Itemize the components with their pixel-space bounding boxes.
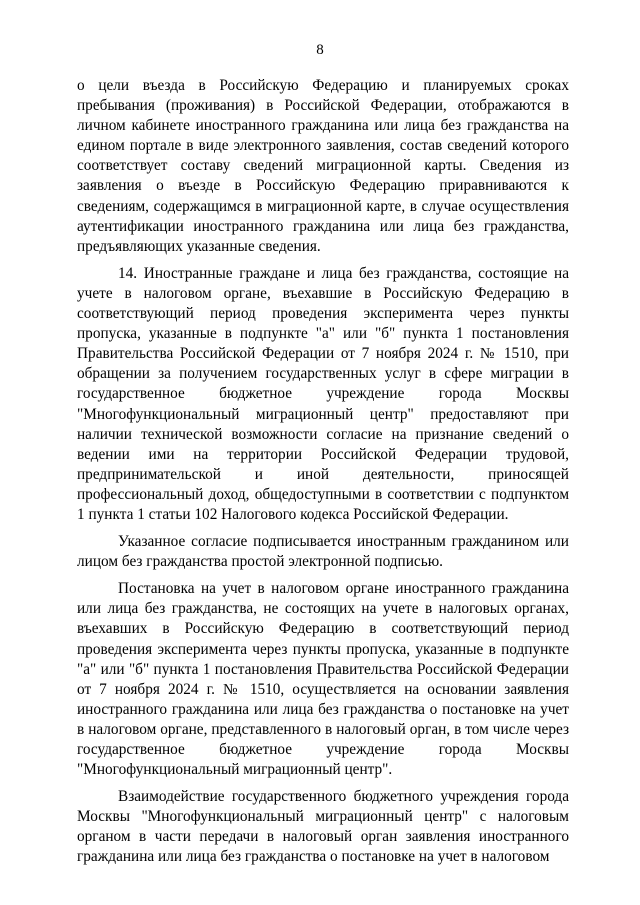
document-body (77, 76, 569, 868)
paragraph-continuation: о цели въезда в Российскую Федерацию и планируемых сроках пребывания (проживания) в Российской Федерации, отображаются в личном кабинете иностранного гражданина или лица без гражданства на едином портале в виде электронного заявления, состав сведений которого соответствует составу сведений миграционной карты. Сведения из заявления о въезде в Российскую Федерацию приравниваются к сведениям, содержащимся в миграционной карте, в случае осуществления аутентификации иностранного гражданина или лица без гражданства, предъявляющих указанные сведения. (77, 77, 569, 255)
paragraph-consent-signature: Указанное согласие подписывается иностранным гражданином или лицом без гражданства простой электронной подписью. (77, 533, 569, 571)
paragraph-item-14: 14. Иностранные граждане и лица без гражданства, состоящие на учете в налоговом органе, въехавшие в Российскую Федерацию в соответствующий период проведения эксперимента через пункты пропуска, указанные в подпункте "а" или "б" пункта 1 постановления Правительства Российской Федерации от 7 ноября 2024 г. № 1510, при обращении за получением государственных услуг в сфере миграции в государственное бюджетное учреждение города Москвы "Многофункциональный миграционный центр" предоставляют при наличии технической возможности согласие на признание сведений о ведении ими на территории Российской Федерации трудовой, предпринимательской и иной деятельности, приносящей профессиональный доход, общедоступными в соответствии с подпунктом 1 пункта 1 статьи 102 Налогового кодекса Российской Федерации. (77, 264, 569, 523)
page-number: 8 (316, 42, 324, 58)
paragraph-tax-registration: Постановка на учет в налоговом органе иностранного гражданина или лица без гражданства, не состоящих на учете в налоговых органах, въехавших в Российскую Федерацию в соответствующий период проведения эксперимента через пункты пропуска, указанные в подпункте "а" или "б" пункта 1 постановления Правительства Российской Федерации от 7 ноября 2024 г. № 1510, осуществляется на основании заявления иностранного гражданина или лица без гражданства о постановке на учет в налоговом органе, представленного в налоговый орган, в том числе через государственное бюджетное учреждение города Москвы "Многофункциональный миграционный центр". (77, 580, 569, 779)
paragraph-interaction: Взаимодействие государственного бюджетного учреждения города Москвы "Многофункциональный миграционный центр" с налоговым органом в части передачи в налоговый орган заявления иностранного гражданина или лица без гражданства о постановке на учет в налоговом (77, 788, 569, 866)
